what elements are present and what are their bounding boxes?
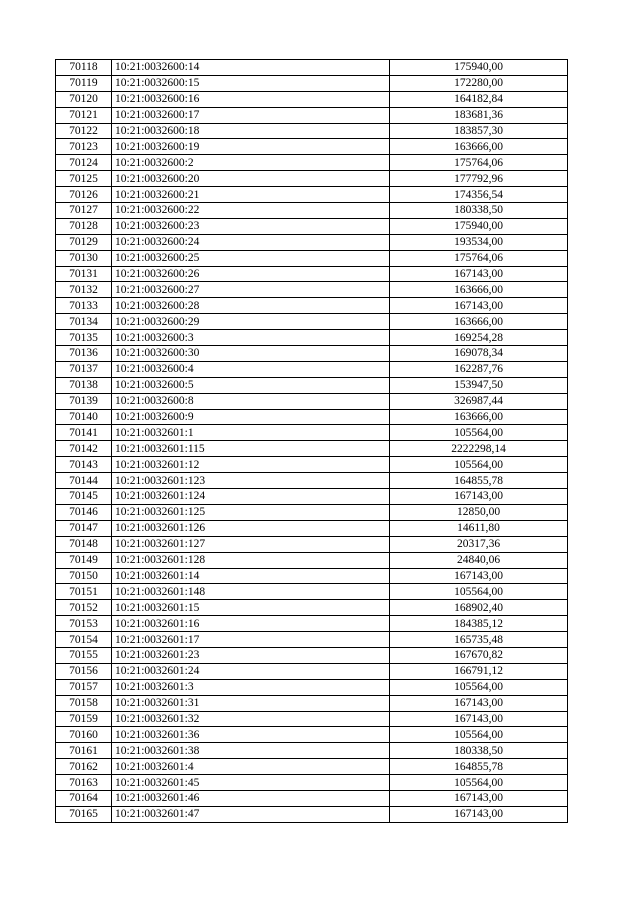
cadastral-number-cell: 10:21:0032600:30 — [112, 346, 390, 362]
table-row — [56, 187, 568, 203]
table-row — [56, 743, 568, 759]
cadastral-number-cell: 10:21:0032601:148 — [112, 584, 390, 600]
table-row — [56, 361, 568, 377]
cadastral-value-cell: 163666,00 — [390, 409, 568, 425]
table-row — [56, 107, 568, 123]
cadastral-value-cell: 105564,00 — [390, 457, 568, 473]
row-number-cell: 70121 — [56, 107, 112, 123]
row-number-cell: 70136 — [56, 346, 112, 362]
row-number-cell: 70150 — [56, 568, 112, 584]
table-row — [56, 171, 568, 187]
table-row — [56, 663, 568, 679]
cadastral-value-cell: 175940,00 — [390, 60, 568, 76]
cadastral-value-cell: 105564,00 — [390, 584, 568, 600]
cadastral-value-cell: 167143,00 — [390, 266, 568, 282]
table-row — [56, 346, 568, 362]
table-row — [56, 775, 568, 791]
table-row — [56, 647, 568, 663]
row-number-cell: 70157 — [56, 679, 112, 695]
row-number-cell: 70142 — [56, 441, 112, 457]
table-row — [56, 75, 568, 91]
row-number-cell: 70135 — [56, 330, 112, 346]
table-row — [56, 425, 568, 441]
row-number-cell: 70133 — [56, 298, 112, 314]
table-row — [56, 457, 568, 473]
cadastral-number-cell: 10:21:0032600:24 — [112, 234, 390, 250]
cadastral-number-cell: 10:21:0032600:20 — [112, 171, 390, 187]
row-number-cell: 70140 — [56, 409, 112, 425]
cadastral-number-cell: 10:21:0032601:115 — [112, 441, 390, 457]
cadastral-value-cell: 180338,50 — [390, 743, 568, 759]
cadastral-number-cell: 10:21:0032601:45 — [112, 775, 390, 791]
cadastral-value-cell: 153947,50 — [390, 377, 568, 393]
cadastral-number-cell: 10:21:0032600:27 — [112, 282, 390, 298]
cadastral-number-cell: 10:21:0032600:22 — [112, 203, 390, 219]
table-row — [56, 314, 568, 330]
cadastral-number-cell: 10:21:0032601:124 — [112, 489, 390, 505]
row-number-cell: 70130 — [56, 250, 112, 266]
table-row — [56, 600, 568, 616]
table-row — [56, 250, 568, 266]
cadastral-number-cell: 10:21:0032601:17 — [112, 632, 390, 648]
cadastral-number-cell: 10:21:0032601:12 — [112, 457, 390, 473]
table-row — [56, 695, 568, 711]
row-number-cell: 70151 — [56, 584, 112, 600]
row-number-cell: 70156 — [56, 663, 112, 679]
table-row — [56, 504, 568, 520]
cadastral-number-cell: 10:21:0032600:19 — [112, 139, 390, 155]
row-number-cell: 70143 — [56, 457, 112, 473]
row-number-cell: 70154 — [56, 632, 112, 648]
cadastral-number-cell: 10:21:0032600:9 — [112, 409, 390, 425]
cadastral-number-cell: 10:21:0032600:3 — [112, 330, 390, 346]
row-number-cell: 70164 — [56, 790, 112, 806]
cadastral-value-cell: 168902,40 — [390, 600, 568, 616]
table-row — [56, 123, 568, 139]
row-number-cell: 70137 — [56, 361, 112, 377]
row-number-cell: 70148 — [56, 536, 112, 552]
row-number-cell: 70123 — [56, 139, 112, 155]
row-number-cell: 70134 — [56, 314, 112, 330]
row-number-cell: 70159 — [56, 711, 112, 727]
cadastral-value-cell: 167143,00 — [390, 489, 568, 505]
row-number-cell: 70119 — [56, 75, 112, 91]
table-row — [56, 489, 568, 505]
cadastral-number-cell: 10:21:0032600:5 — [112, 377, 390, 393]
cadastral-number-cell: 10:21:0032601:3 — [112, 679, 390, 695]
cadastral-number-cell: 10:21:0032601:128 — [112, 552, 390, 568]
row-number-cell: 70152 — [56, 600, 112, 616]
row-number-cell: 70160 — [56, 727, 112, 743]
table-row — [56, 218, 568, 234]
table-body — [56, 60, 568, 823]
cadastral-value-cell: 163666,00 — [390, 282, 568, 298]
cadastral-number-cell: 10:21:0032601:15 — [112, 600, 390, 616]
cadastral-number-cell: 10:21:0032601:31 — [112, 695, 390, 711]
cadastral-value-cell: 167143,00 — [390, 790, 568, 806]
row-number-cell: 70155 — [56, 647, 112, 663]
table-row — [56, 330, 568, 346]
cadastral-number-cell: 10:21:0032601:24 — [112, 663, 390, 679]
table-row — [56, 616, 568, 632]
cadastral-value-cell: 167143,00 — [390, 695, 568, 711]
table-row — [56, 441, 568, 457]
cadastral-value-cell: 175764,06 — [390, 155, 568, 171]
cadastral-number-cell: 10:21:0032600:4 — [112, 361, 390, 377]
row-number-cell: 70153 — [56, 616, 112, 632]
cadastral-number-cell: 10:21:0032600:23 — [112, 218, 390, 234]
cadastral-number-cell: 10:21:0032600:18 — [112, 123, 390, 139]
cadastral-value-cell: 167143,00 — [390, 298, 568, 314]
cadastral-value-cell: 174356,54 — [390, 187, 568, 203]
cadastral-value-cell: 165735,48 — [390, 632, 568, 648]
cadastral-number-cell: 10:21:0032601:36 — [112, 727, 390, 743]
cadastral-number-cell: 10:21:0032601:14 — [112, 568, 390, 584]
cadastral-number-cell: 10:21:0032601:1 — [112, 425, 390, 441]
cadastral-value-cell: 166791,12 — [390, 663, 568, 679]
cadastral-value-cell: 164855,78 — [390, 759, 568, 775]
cadastral-number-cell: 10:21:0032600:17 — [112, 107, 390, 123]
cadastral-value-cell: 172280,00 — [390, 75, 568, 91]
row-number-cell: 70120 — [56, 91, 112, 107]
cadastral-number-cell: 10:21:0032600:15 — [112, 75, 390, 91]
row-number-cell: 70158 — [56, 695, 112, 711]
cadastral-value-table — [55, 59, 568, 823]
row-number-cell: 70118 — [56, 60, 112, 76]
cadastral-value-cell: 167143,00 — [390, 806, 568, 822]
cadastral-value-cell: 183857,30 — [390, 123, 568, 139]
cadastral-value-cell: 183681,36 — [390, 107, 568, 123]
table-row — [56, 759, 568, 775]
row-number-cell: 70127 — [56, 203, 112, 219]
cadastral-number-cell: 10:21:0032600:16 — [112, 91, 390, 107]
table-row — [56, 409, 568, 425]
table-row — [56, 679, 568, 695]
cadastral-value-cell: 175764,06 — [390, 250, 568, 266]
table-row — [56, 632, 568, 648]
row-number-cell: 70132 — [56, 282, 112, 298]
cadastral-value-cell: 193534,00 — [390, 234, 568, 250]
row-number-cell: 70125 — [56, 171, 112, 187]
row-number-cell: 70163 — [56, 775, 112, 791]
cadastral-value-cell: 167143,00 — [390, 568, 568, 584]
cadastral-value-cell: 167143,00 — [390, 711, 568, 727]
cadastral-number-cell: 10:21:0032601:23 — [112, 647, 390, 663]
cadastral-number-cell: 10:21:0032600:29 — [112, 314, 390, 330]
cadastral-number-cell: 10:21:0032600:14 — [112, 60, 390, 76]
row-number-cell: 70162 — [56, 759, 112, 775]
cadastral-value-cell: 180338,50 — [390, 203, 568, 219]
table-row — [56, 298, 568, 314]
cadastral-value-cell: 105564,00 — [390, 727, 568, 743]
table-row — [56, 155, 568, 171]
cadastral-value-cell: 169254,28 — [390, 330, 568, 346]
cadastral-value-cell: 184385,12 — [390, 616, 568, 632]
table-row — [56, 377, 568, 393]
row-number-cell: 70161 — [56, 743, 112, 759]
table-row — [56, 520, 568, 536]
row-number-cell: 70141 — [56, 425, 112, 441]
table-row — [56, 584, 568, 600]
table-row — [56, 393, 568, 409]
row-number-cell: 70144 — [56, 473, 112, 489]
cadastral-value-cell: 162287,76 — [390, 361, 568, 377]
cadastral-value-cell: 177792,96 — [390, 171, 568, 187]
table-row — [56, 91, 568, 107]
cadastral-value-cell: 12850,00 — [390, 504, 568, 520]
row-number-cell: 70165 — [56, 806, 112, 822]
cadastral-number-cell: 10:21:0032601:47 — [112, 806, 390, 822]
cadastral-value-cell: 14611,80 — [390, 520, 568, 536]
cadastral-number-cell: 10:21:0032600:2 — [112, 155, 390, 171]
cadastral-value-cell: 163666,00 — [390, 314, 568, 330]
row-number-cell: 70129 — [56, 234, 112, 250]
table-row — [56, 568, 568, 584]
cadastral-value-cell: 164855,78 — [390, 473, 568, 489]
table-row — [56, 473, 568, 489]
cadastral-number-cell: 10:21:0032601:4 — [112, 759, 390, 775]
cadastral-value-cell: 326987,44 — [390, 393, 568, 409]
row-number-cell: 70128 — [56, 218, 112, 234]
cadastral-value-cell: 167670,82 — [390, 647, 568, 663]
cadastral-number-cell: 10:21:0032601:38 — [112, 743, 390, 759]
cadastral-number-cell: 10:21:0032601:127 — [112, 536, 390, 552]
cadastral-number-cell: 10:21:0032601:46 — [112, 790, 390, 806]
cadastral-number-cell: 10:21:0032600:28 — [112, 298, 390, 314]
cadastral-value-cell: 164182,84 — [390, 91, 568, 107]
table-row — [56, 711, 568, 727]
cadastral-number-cell: 10:21:0032601:32 — [112, 711, 390, 727]
table-row — [56, 266, 568, 282]
row-number-cell: 70124 — [56, 155, 112, 171]
cadastral-value-cell: 105564,00 — [390, 425, 568, 441]
table-row — [56, 790, 568, 806]
cadastral-value-cell: 20317,36 — [390, 536, 568, 552]
row-number-cell: 70147 — [56, 520, 112, 536]
table-row — [56, 234, 568, 250]
table-row — [56, 552, 568, 568]
row-number-cell: 70146 — [56, 504, 112, 520]
cadastral-value-cell: 105564,00 — [390, 679, 568, 695]
row-number-cell: 70139 — [56, 393, 112, 409]
cadastral-number-cell: 10:21:0032601:16 — [112, 616, 390, 632]
cadastral-value-cell: 163666,00 — [390, 139, 568, 155]
cadastral-value-cell: 24840,06 — [390, 552, 568, 568]
cadastral-value-cell: 2222298,14 — [390, 441, 568, 457]
table-row — [56, 203, 568, 219]
table-row — [56, 727, 568, 743]
table-row — [56, 806, 568, 822]
cadastral-number-cell: 10:21:0032600:8 — [112, 393, 390, 409]
cadastral-value-cell: 169078,34 — [390, 346, 568, 362]
cadastral-number-cell: 10:21:0032601:126 — [112, 520, 390, 536]
cadastral-number-cell: 10:21:0032600:25 — [112, 250, 390, 266]
row-number-cell: 70138 — [56, 377, 112, 393]
cadastral-number-cell: 10:21:0032601:125 — [112, 504, 390, 520]
cadastral-number-cell: 10:21:0032601:123 — [112, 473, 390, 489]
table-row — [56, 139, 568, 155]
row-number-cell: 70126 — [56, 187, 112, 203]
cadastral-number-cell: 10:21:0032600:21 — [112, 187, 390, 203]
row-number-cell: 70145 — [56, 489, 112, 505]
cadastral-value-cell: 105564,00 — [390, 775, 568, 791]
row-number-cell: 70149 — [56, 552, 112, 568]
table-row — [56, 536, 568, 552]
table-row — [56, 282, 568, 298]
row-number-cell: 70122 — [56, 123, 112, 139]
row-number-cell: 70131 — [56, 266, 112, 282]
cadastral-value-cell: 175940,00 — [390, 218, 568, 234]
cadastral-number-cell: 10:21:0032600:26 — [112, 266, 390, 282]
table-row — [56, 60, 568, 76]
